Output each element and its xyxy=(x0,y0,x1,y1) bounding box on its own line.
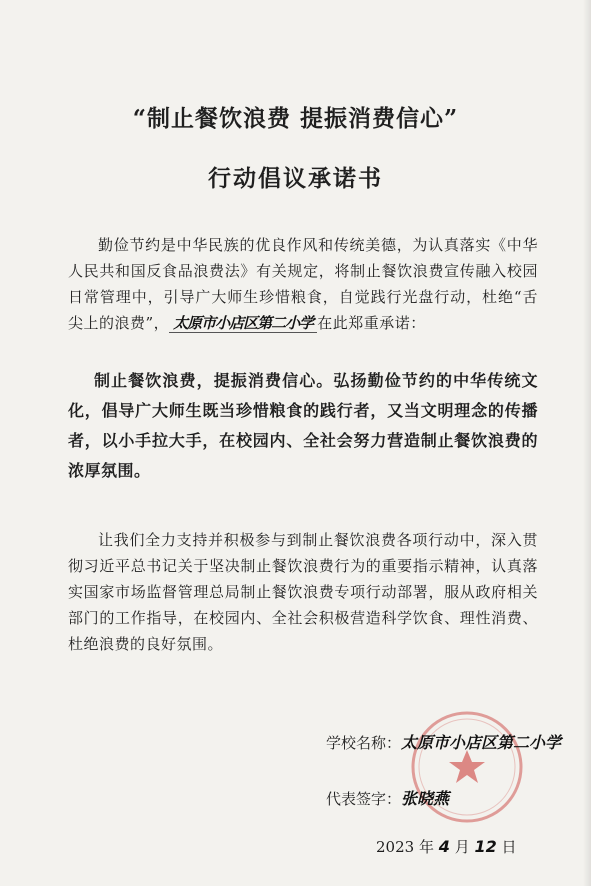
representative-row xyxy=(326,786,449,809)
representative-signature: 张晓燕 xyxy=(401,789,450,808)
paragraph-1-ending: 在此郑重承诺： xyxy=(317,314,426,332)
date-month: 4 xyxy=(438,837,450,856)
title-line-1: “制止餐饮浪费 提振消费信心” xyxy=(132,105,459,132)
date-row xyxy=(376,836,517,857)
date-day: 12 xyxy=(474,837,497,856)
date-year-suffix: 年 xyxy=(418,838,434,856)
paragraph-2-bold: 制止餐饮浪费，提振消费信心。弘扬勤俭节约的中华传统文化，倡导广大师生既当珍惜粮食的践行者，又当文明理念的传播者，以小手拉大手，在校园内、全社会努力营造制止餐饮浪费的浓厚氛围。 xyxy=(68,371,538,480)
title-line-2: 行动倡议承诺书 xyxy=(208,165,383,192)
handwritten-school-name-inline: 太原市小店区第二小学 xyxy=(169,314,317,333)
date-month-suffix: 月 xyxy=(454,838,470,856)
school-name-label: 学校名称： xyxy=(326,734,402,752)
date-day-suffix: 日 xyxy=(501,838,517,856)
school-name-row xyxy=(326,730,561,753)
paragraph-1-text: 勤俭节约是中华民族的优良作风和传统美德，为认真落实《中华人民共和国反食品浪费法》有关规定，将制止餐饮浪费宣传融入校园日常管理中，引导广大师生珍惜粮食，自觉践行光盘行动，杜绝“舌尖上的浪费”， xyxy=(68,236,538,332)
representative-label: 代表签字： xyxy=(326,790,402,808)
school-name-signature: 太原市小店区第二小学 xyxy=(401,733,562,752)
paragraph-3: 让我们全力支持并积极参与到制止餐饮浪费各项行动中，深入贯彻习近平总书记关于坚决制止餐饮浪费行为的重要指示精神，认真落实国家市场监督管理总局制止餐饮浪费专项行动部署，服从政府相关部门的工作指导，在校园内、全社会积极营造科学饮食、理性消费、杜绝浪费的良好氛围。 xyxy=(68,531,538,653)
scan-shadow-edge xyxy=(583,0,591,886)
paragraph-1 xyxy=(68,232,538,336)
date-year: 2023 xyxy=(376,838,415,856)
